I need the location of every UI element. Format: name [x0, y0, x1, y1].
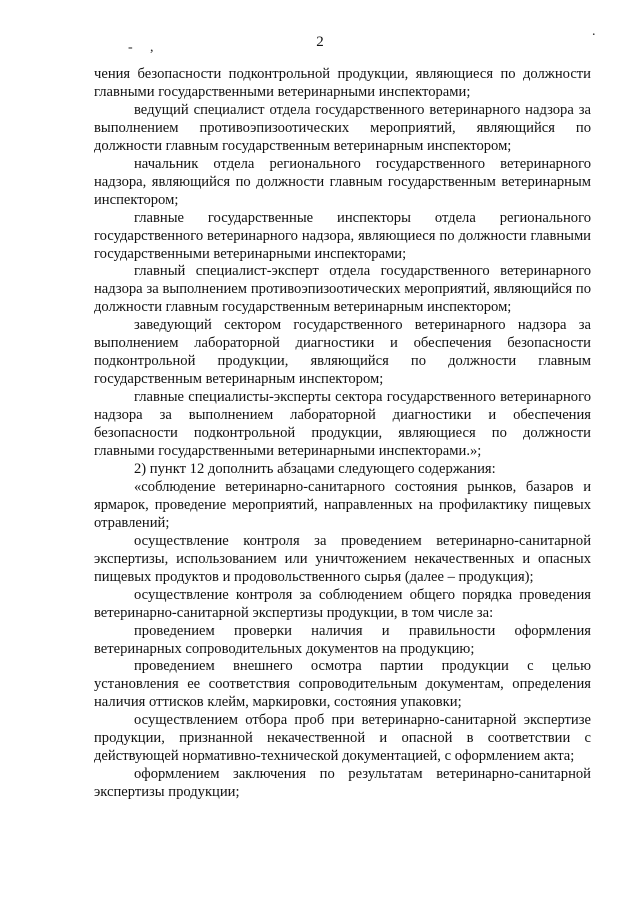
paragraph: главные специалисты-эксперты сектора государственного ветеринарного надзора за выполнением лабораторной диагностики и обеспечения безопасности подконтрольной продукции, являющиеся по должности главными государственными ветеринарными инспекторами.»; — [94, 389, 591, 460]
paragraph: заведующий сектором государственного ветеринарного надзора за выполнением лабораторной диагностики и обеспечения безопасности подконтрольной продукции, являющийся по должности главным государственным ветеринарным инспектором; — [94, 317, 591, 388]
paragraph: 2) пункт 12 дополнить абзацами следующего содержания: — [134, 460, 496, 477]
paragraph: осуществлением отбора проб при ветеринарно-санитарной экспертизе продукции, признанной некачественной и опасной в соответствии с действующей нормативно-технической документацией, с оформлением акта; — [94, 712, 591, 765]
paragraph: начальник отдела регионального государственного ветеринарного надзора, являющийся по должности главным государственным ветеринарным инспектором; — [94, 155, 591, 208]
paragraph: ведущий специалист отдела государственного ветеринарного надзора за выполнением противоэпизоотических мероприятий, являющийся по должности главным государственным ветеринарным инспектором; — [94, 101, 591, 154]
scan-speck: , — [150, 40, 154, 55]
paragraph: осуществление контроля за соблюдением общего порядка проведения ветеринарно-санитарной экспертизы продукции, в том числе за: — [94, 586, 591, 621]
paragraph: проведением проверки наличия и правильности оформления ветеринарных сопроводительных документов на продукцию; — [94, 622, 591, 657]
paragraph: главный специалист-эксперт отдела государственного ветеринарного надзора за выполнением противоэпизоотических мероприятий, являющийся по должности главным государственным ветеринарным инспектором; — [94, 263, 591, 316]
paragraph: «соблюдение ветеринарно-санитарного состояния рынков, базаров и ярмарок, проведение мероприятий, направленных на профилактику пищевых отравлений; — [94, 478, 591, 531]
scan-speck: - — [128, 40, 133, 55]
paragraph: осуществление контроля за проведением ветеринарно-санитарной экспертизы, использованием или уничтожением некачественных и опасных пищевых продуктов и продовольственного сырья (далее – продукция); — [94, 532, 591, 585]
document-body — [94, 66, 591, 802]
paragraph: проведением внешнего осмотра партии продукции с целью установления ее соответствия сопроводительным документам, определения наличия оттисков клейм, маркировки, состояния упаковки; — [94, 658, 591, 711]
scan-speck: . — [592, 24, 596, 39]
page-number: 2 — [316, 34, 324, 50]
paragraph: чения безопасности подконтрольной продукции, являющиеся по должности главными государственными ветеринарными инспекторами; — [94, 66, 591, 100]
paragraph: оформлением заключения по результатам ветеринарно-санитарной экспертизы продукции; — [94, 766, 591, 801]
paragraph: главные государственные инспекторы отдела регионального государственного ветеринарного надзора, являющиеся по должности главными государственными ветеринарными инспекторами; — [94, 209, 591, 262]
